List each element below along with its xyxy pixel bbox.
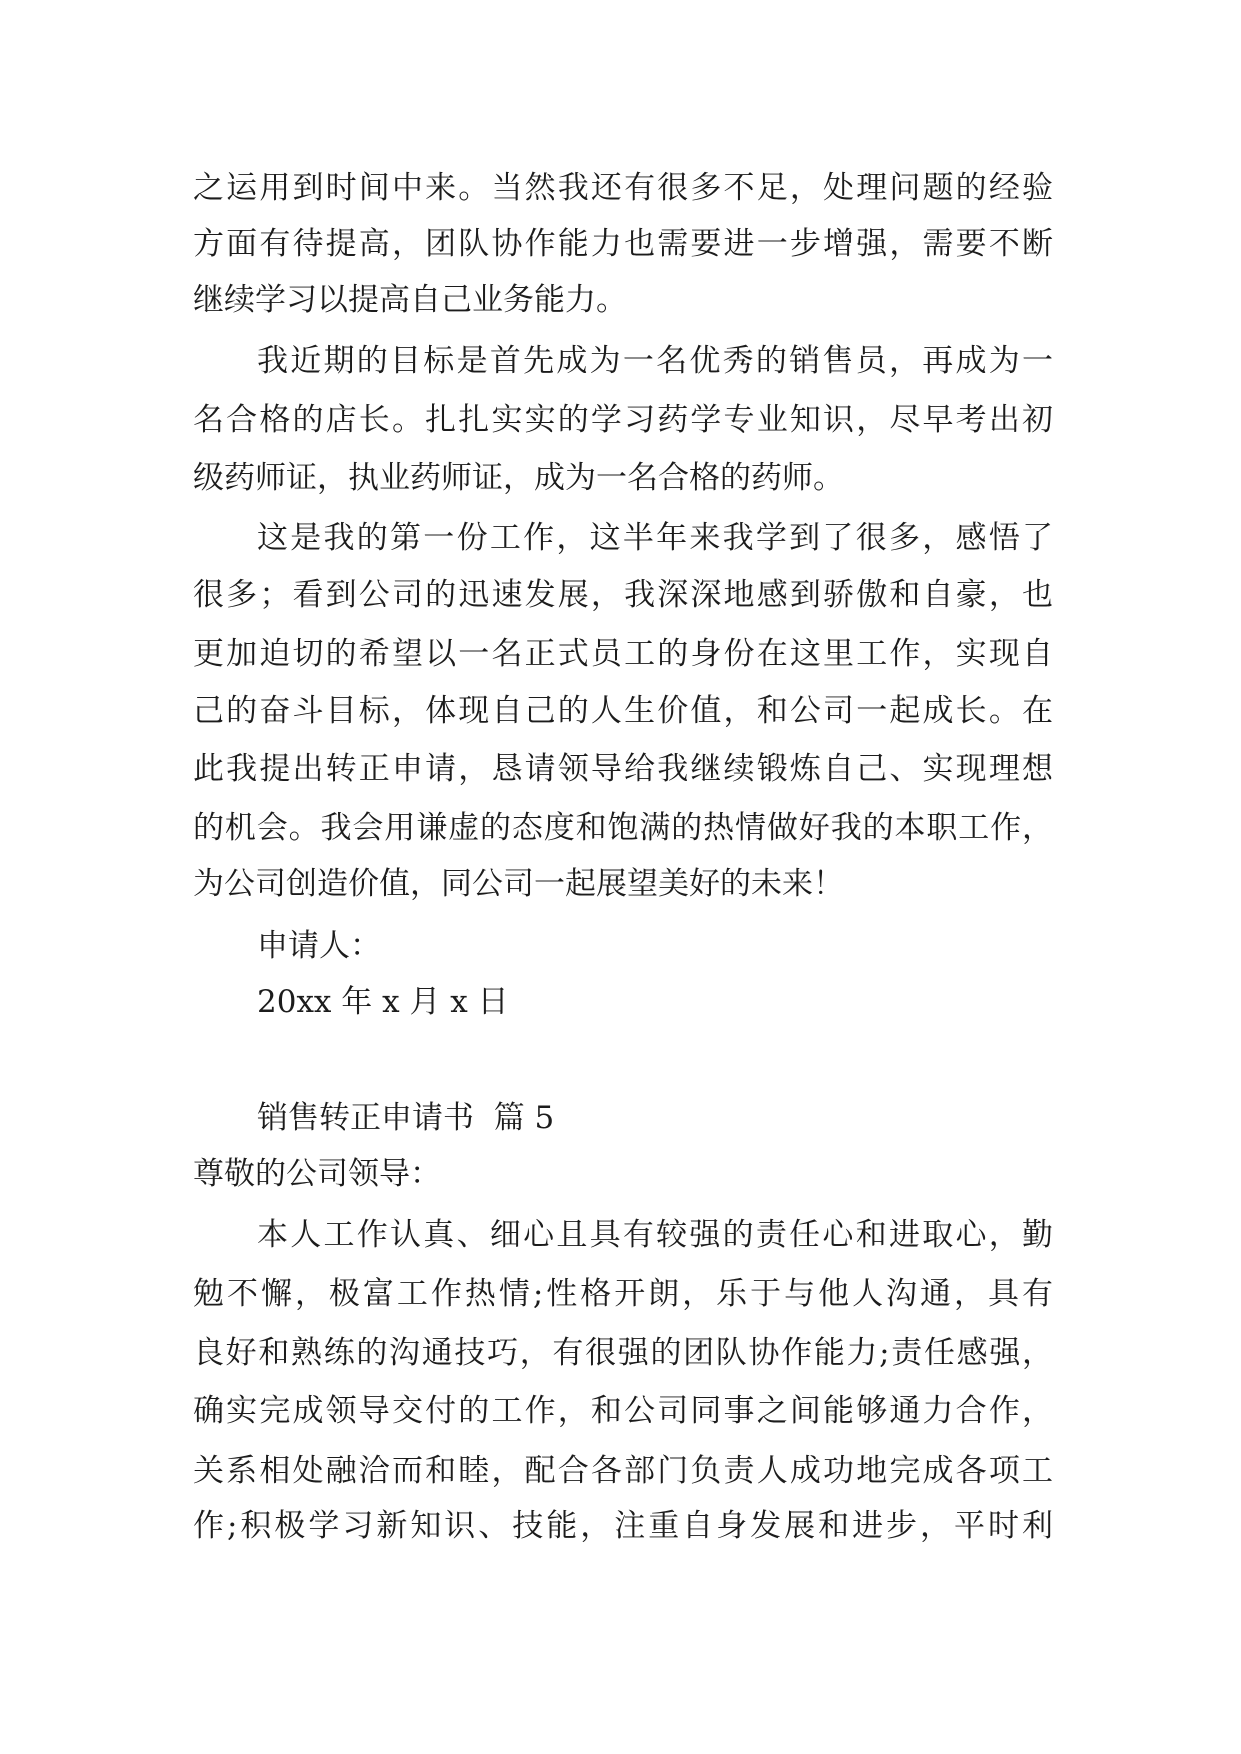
section-title: 销售转正申请书 篇 5 [257, 1100, 555, 1136]
text-line: 继续学习以提高自己业务能力。 [193, 282, 627, 318]
text-line: 确实完成领导交付的工作，和公司同事之间能够通力合作， [193, 1393, 1053, 1429]
text-line: 勉不懈，极富工作热情;性格开朗，乐于与他人沟通，具有 [193, 1276, 1053, 1312]
text-line: 己的奋斗目标，体现自己的人生价值，和公司一起成长。在 [193, 693, 1053, 729]
text-line: 我近期的目标是首先成为一名优秀的销售员，再成为一 [257, 343, 1053, 379]
text-line: 名合格的店长。扎扎实实的学习药学专业知识，尽早考出初 [193, 402, 1053, 438]
text-line: 作;积极学习新知识、技能，注重自身发展和进步，平时利 [193, 1508, 1053, 1544]
text-line: 良好和熟练的沟通技巧，有很强的团队协作能力;责任感强， [193, 1335, 1053, 1371]
text-line: 此我提出转正申请，恳请领导给我继续锻炼自己、实现理想 [193, 751, 1053, 787]
text-line: 之运用到时间中来。当然我还有很多不足，处理问题的经验 [193, 170, 1053, 206]
signature-date: 20xx 年 x 月 x 日 [257, 984, 509, 1020]
text-line: 本人工作认真、细心且具有较强的责任心和进取心，勤 [257, 1217, 1053, 1253]
text-line: 级药师证，执业药师证，成为一名合格的药师。 [193, 460, 844, 496]
text-line: 很多；看到公司的迅速发展，我深深地感到骄傲和自豪，也 [193, 577, 1053, 613]
text-line: 方面有待提高，团队协作能力也需要进一步增强，需要不断 [193, 226, 1053, 262]
text-line: 的机会。我会用谦虚的态度和饱满的热情做好我的本职工作， [193, 810, 1053, 846]
text-line: 更加迫切的希望以一名正式员工的身份在这里工作，实现自 [193, 636, 1053, 672]
text-line: 关系相处融洽而和睦，配合各部门负责人成功地完成各项工 [193, 1453, 1053, 1489]
applicant-label: 申请人： [257, 928, 381, 964]
text-line: 为公司创造价值，同公司一起展望美好的未来！ [193, 866, 844, 902]
text-line: 这是我的第一份工作，这半年来我学到了很多，感悟了 [257, 520, 1053, 556]
salutation: 尊敬的公司领导： [193, 1156, 441, 1192]
